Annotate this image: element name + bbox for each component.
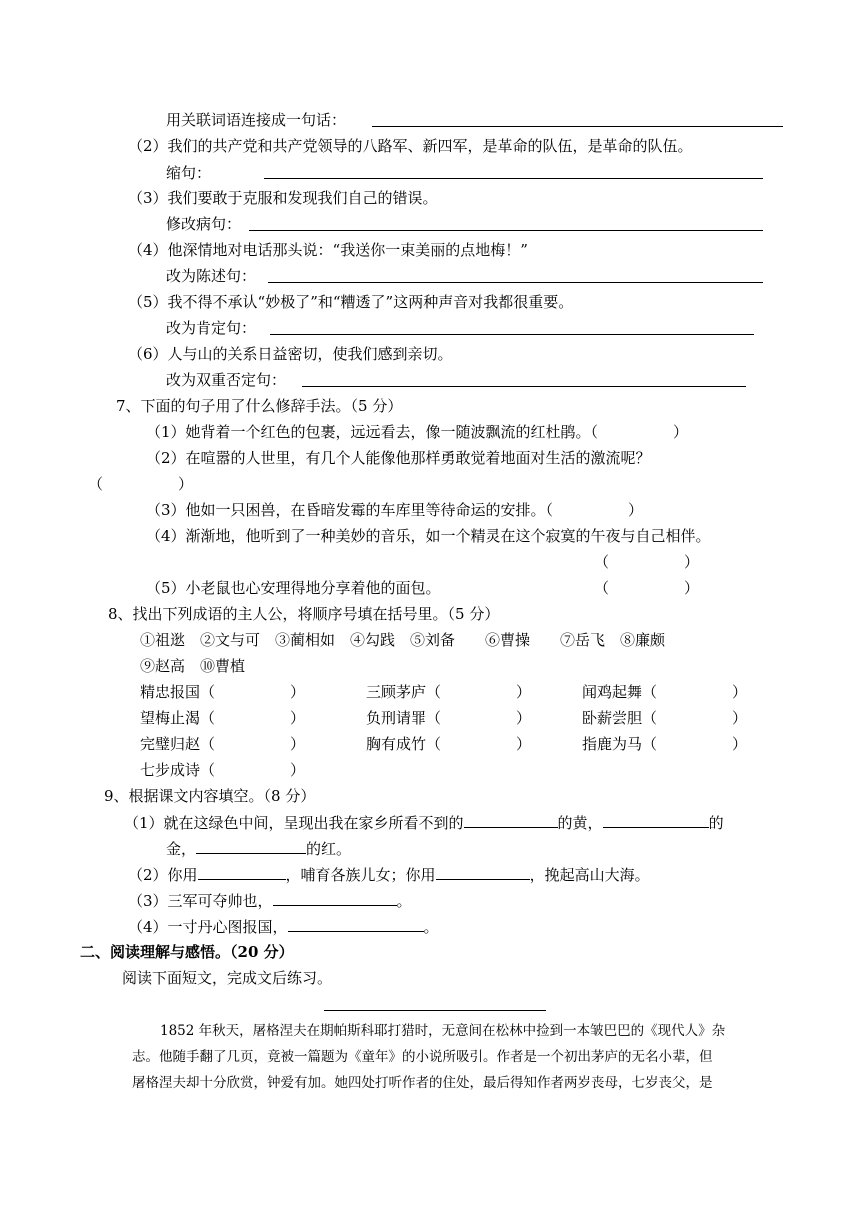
q6-item-3: （3）我们要敢于克服和发现我们自己的错误。: [128, 189, 438, 207]
q9-item-1-text-b: 的黄，: [557, 814, 603, 832]
q7-item-5: （5）小老鼠也心安理得地分享着他的面包。: [146, 579, 441, 597]
q9-item-1-text-e: 的红。: [306, 840, 352, 858]
q9-blank-1[interactable]: [464, 812, 558, 828]
q9-item-3-text-b: 。: [396, 892, 412, 910]
q9-item-4-text-a: （4）一寸丹心图报国，: [128, 918, 288, 936]
q7-item-5-answer[interactable]: （ ）: [594, 579, 700, 597]
q9-title: 9、根据课文内容填空。（8 分）: [104, 787, 316, 805]
q6-item-5-task: 改为肯定句：: [166, 319, 257, 337]
q6-item-4-task: 改为陈述句：: [166, 267, 257, 285]
q8-title: 8、找出下列成语的主人公，将顺序号填在括号里。（5 分）: [108, 605, 500, 623]
passage-title-line[interactable]: [324, 1010, 546, 1011]
passage-line-1: 1852 年秋天，屠格涅夫在期帕斯科耶打猎时，无意间在松林中捡到一本皱巴巴的《现代人》杂: [160, 1023, 726, 1039]
q9-item-2-text-a: （2）你用: [128, 866, 198, 884]
q7-item-2: （2）在喧嚣的人世里，有几个人能像他那样勇敢觉着地面对生活的激流呢？: [146, 449, 651, 467]
q9-item-3: [128, 890, 412, 911]
q9-blank-7[interactable]: [288, 916, 424, 932]
q8-idiom[interactable]: 精忠报国（ ）: [140, 683, 306, 701]
q9-item-2: [128, 864, 650, 885]
q6-item-2-task: 缩句：: [166, 164, 212, 182]
q6-item-4: （4）他深情地对电话那头说：“我送你一束美丽的点地梅！”: [128, 241, 528, 259]
q8-names-row-2: ⑨赵高 ⑩曹植: [140, 657, 246, 675]
q9-item-1-text-c: 的: [708, 814, 724, 832]
q6-connect-label: 用关联词语连接成一句话：: [166, 111, 347, 129]
q9-blank-4[interactable]: [198, 864, 286, 880]
q9-item-1-line-1: [124, 812, 724, 833]
q7-item-4-answer[interactable]: （ ）: [594, 553, 700, 571]
q8-names-row-1: ①祖逖 ②文与可 ③蔺相如 ④勾践 ⑤刘备 ⑥曹操 ⑦岳飞 ⑧廉颇: [140, 631, 666, 649]
q6-answer-line-3[interactable]: [249, 230, 763, 231]
q8-idiom[interactable]: 三顾茅庐（ ）: [366, 683, 532, 701]
q7-title: 7、下面的句子用了什么修辞手法。（5 分）: [116, 397, 403, 415]
q8-idiom[interactable]: 卧薪尝胆（ ）: [582, 709, 748, 727]
q8-idiom[interactable]: 望梅止渴（ ）: [140, 709, 306, 727]
q6-item-2: （2）我们的共产党和共产党领导的八路军、新四军，是革命的队伍，是革命的队伍。: [128, 137, 693, 155]
section-2-title: 二、阅读理解与感悟。（20 分）: [80, 943, 294, 961]
q8-idiom[interactable]: 指鹿为马（ ）: [582, 735, 748, 753]
q9-blank-3[interactable]: [196, 838, 306, 854]
q6-answer-line-1[interactable]: [372, 126, 783, 127]
q6-item-6: （6）人与山的关系日益密切，使我们感到亲切。: [128, 345, 453, 363]
passage-line-2: 志。他随手翻了几页，竟被一篇题为《童年》的小说所吸引。作者是一个初出茅庐的无名小辈，但: [132, 1049, 713, 1065]
q6-answer-line-4[interactable]: [268, 282, 763, 283]
q6-answer-line-2[interactable]: [264, 178, 763, 179]
q9-item-4: [128, 916, 439, 937]
q8-idiom[interactable]: 胸有成竹（ ）: [366, 735, 532, 753]
q8-idiom[interactable]: 七步成诗（ ）: [140, 761, 306, 779]
q6-answer-line-6[interactable]: [302, 386, 746, 387]
q9-blank-2[interactable]: [603, 812, 709, 828]
q9-item-1-line-2: [166, 838, 351, 859]
q9-item-3-text-a: （3）三军可夺帅也，: [128, 892, 273, 910]
q9-item-1-text-a: （1）就在这绿色中间，呈现出我在家乡所看不到的: [124, 814, 464, 832]
q8-idiom[interactable]: 闻鸡起舞（ ）: [582, 683, 748, 701]
passage-line-3: 屠格涅夫却十分欣赏，钟爱有加。她四处打听作者的住处，最后得知作者两岁丧母，七岁丧父，是: [132, 1075, 713, 1091]
q9-item-4-text-b: 。: [423, 918, 439, 936]
q9-item-1-text-d: 金，: [166, 840, 197, 858]
q8-idiom[interactable]: 完璧归赵（ ）: [140, 735, 306, 753]
q8-idiom[interactable]: 负刑请罪（ ）: [366, 709, 532, 727]
q9-item-2-text-b: ，哺育各族儿女；你用: [285, 866, 436, 884]
q9-blank-5[interactable]: [436, 864, 530, 880]
section-2-intro: 阅读下面短文，完成文后练习。: [122, 969, 333, 987]
q9-item-2-text-c: ，挽起高山大海。: [529, 866, 650, 884]
q6-item-6-task: 改为双重否定句：: [166, 371, 287, 389]
q9-blank-6[interactable]: [273, 890, 397, 906]
q6-item-3-task: 修改病句：: [166, 215, 242, 233]
q7-item-1: （1）她背着一个红色的包裹，远远看去，像一随波飘流的红杜鹃。（ ）: [146, 423, 689, 441]
q7-item-2-answer[interactable]: （ ）: [88, 475, 194, 493]
q7-item-4: （4）渐渐地，他听到了一种美妙的音乐，如一个精灵在这个寂寞的午夜与自己相伴。: [146, 527, 711, 545]
q6-answer-line-5[interactable]: [270, 334, 754, 335]
q6-item-5: （5）我不得不承认“妙极了”和“糟透了”这两种声音对我都很重要。: [128, 293, 574, 311]
q7-item-3: （3）他如一只困兽，在昏暗发霉的车库里等待命运的安排。（ ）: [146, 501, 644, 519]
